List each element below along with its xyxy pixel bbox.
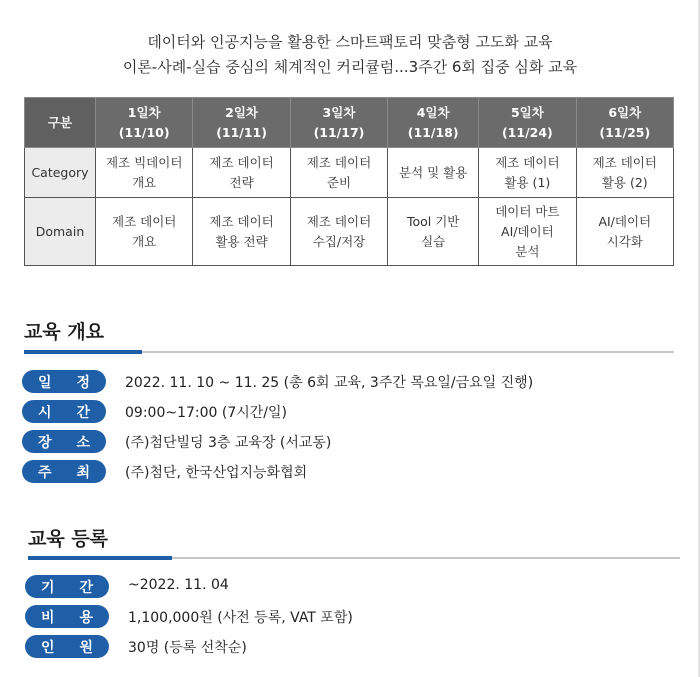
- label-pill: 인 원: [25, 635, 109, 658]
- day-header: 2일차 (11/11): [193, 98, 290, 148]
- label-pill: 비 용: [25, 605, 109, 628]
- info-value: ~2022. 11. 04: [128, 577, 229, 593]
- registration-title: 교육 등록: [28, 528, 109, 550]
- day-header: 1일차 (11/10): [96, 98, 193, 148]
- intro-line-2: 이론-사례-실습 중심의 체계적인 커리큘럼...3주간 6회 집중 심화 교육: [122, 58, 578, 76]
- overview-divider: [24, 351, 674, 353]
- label-pill: 시 간: [22, 400, 106, 423]
- table-cell: 제조 빅데이터 개요: [96, 148, 193, 198]
- schedule-corner-cell: 구분: [25, 98, 96, 148]
- intro-line-1: 데이터와 인공지능을 활용한 스마트팩토리 맞춤형 고도화 교육: [147, 33, 553, 51]
- day-header: 3일차 (11/17): [290, 98, 387, 148]
- info-value: (주)첨단, 한국산업지능화협회: [125, 465, 308, 481]
- info-value: 2022. 11. 10 ~ 11. 25 (총 6회 교육, 3주간 목요일/금요일 진행): [125, 375, 534, 391]
- table-cell: 분석 및 활용: [388, 148, 479, 198]
- table-row: [25, 148, 674, 198]
- table-cell: 제조 데이터 준비: [290, 148, 387, 198]
- table-cell: 제조 데이터 활용 전략: [193, 198, 290, 266]
- registration-divider: [28, 557, 680, 559]
- info-value: 30명 (등록 선착순): [128, 640, 247, 656]
- overview-title: 교육 개요: [24, 321, 105, 343]
- day-header: 6일차 (11/25): [576, 98, 673, 148]
- label-pill: 기 간: [25, 575, 109, 598]
- registration-divider-accent: [28, 556, 172, 560]
- table-cell: 제조 데이터 개요: [96, 198, 193, 266]
- day-header: 5일차 (11/24): [479, 98, 576, 148]
- table-cell: Tool 기반 실습: [388, 198, 479, 266]
- row-header-category: Category: [25, 148, 96, 198]
- table-cell: 제조 데이터 전략: [193, 148, 290, 198]
- label-pill: 주 최: [22, 460, 106, 483]
- schedule-header-row: [25, 98, 674, 148]
- info-value: (주)첨단빌딩 3층 교육장 (서교동): [125, 435, 332, 451]
- schedule-table: [24, 97, 674, 266]
- table-cell: 제조 데이터 수집/저장: [290, 198, 387, 266]
- day-header: 4일차 (11/18): [388, 98, 479, 148]
- info-value: 1,100,000원 (사전 등록, VAT 포함): [128, 610, 353, 626]
- label-pill: 장 소: [22, 430, 106, 453]
- overview-divider-accent: [24, 350, 142, 354]
- intro-text: [0, 30, 700, 80]
- table-cell: 제조 데이터 활용 (1): [479, 148, 576, 198]
- table-cell: 데이터 마트 AI/데이터 분석: [479, 198, 576, 266]
- row-header-domain: Domain: [25, 198, 96, 266]
- table-cell: AI/데이터 시각화: [576, 198, 673, 266]
- label-pill: 일 정: [22, 370, 106, 393]
- table-cell: 제조 데이터 활용 (2): [576, 148, 673, 198]
- info-value: 09:00~17:00 (7시간/일): [125, 405, 287, 421]
- table-row: [25, 198, 674, 266]
